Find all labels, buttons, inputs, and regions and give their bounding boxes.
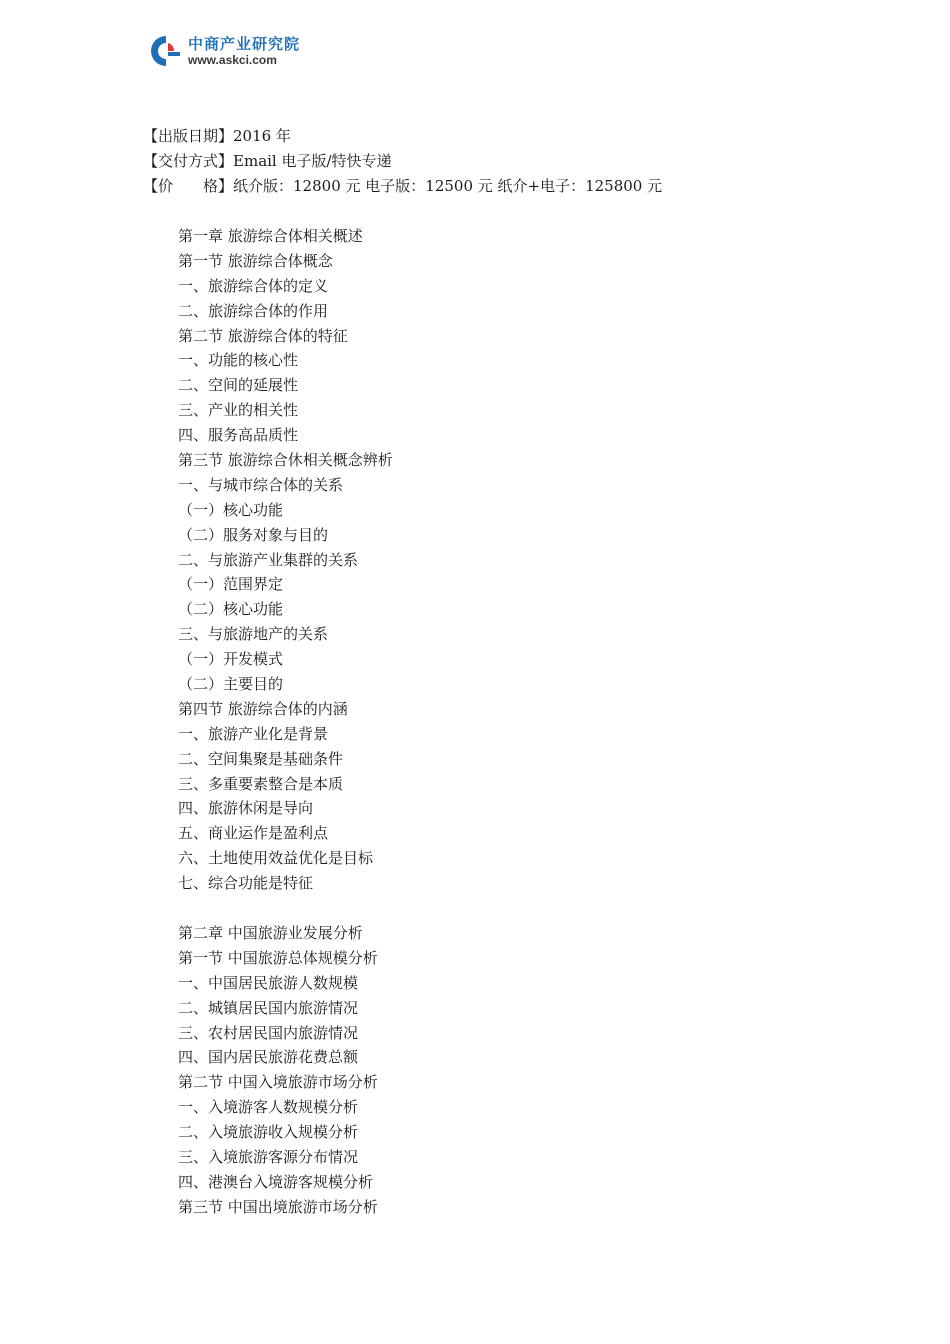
toc-entry: 二、入境旅游收入规模分析	[178, 1123, 359, 1142]
meta-label: 【价 格】	[143, 177, 234, 195]
toc-entry: 三、多重要素整合是本质	[178, 774, 344, 793]
toc-entry: 四、国内居民旅游花费总额	[178, 1048, 359, 1067]
toc-entry: 四、港澳台入境游客规模分析	[178, 1172, 374, 1191]
toc-entry: 三、入境旅游客源分布情况	[178, 1147, 359, 1166]
report-meta	[143, 124, 662, 199]
meta-value: Email 电子版/特快专递	[233, 152, 392, 170]
toc-entry: 一、功能的核心性	[178, 351, 299, 370]
toc-entry: （二）核心功能	[178, 600, 284, 619]
toc-entry: 第一章 旅游综合体相关概述	[178, 227, 363, 245]
toc-entry: 第三节 旅游综合休相关概念辨析	[178, 451, 393, 470]
toc-entry: （一）开发模式	[178, 650, 284, 669]
meta-delivery	[143, 149, 662, 174]
toc-entry: 第三节 中国出境旅游市场分析	[178, 1197, 378, 1216]
toc-entry: 一、旅游综合体的定义	[178, 276, 329, 295]
logo-company-name: 中商产业研究院	[188, 35, 301, 53]
toc-entry: 三、与旅游地产的关系	[178, 625, 329, 644]
table-of-contents	[178, 224, 393, 1220]
meta-price	[143, 174, 662, 199]
toc-entry: 二、与旅游产业集群的关系	[178, 550, 359, 569]
toc-entry: 四、服务高品质性	[178, 426, 299, 445]
toc-entry: 一、入境游客人数规模分析	[178, 1098, 359, 1117]
toc-entry: 二、空间集聚是基础条件	[178, 749, 344, 768]
toc-entry: 三、产业的相关性	[178, 401, 299, 420]
toc-entry: 四、旅游休闲是导向	[178, 799, 314, 818]
toc-entry: 第二章 中国旅游业发展分析	[178, 923, 363, 942]
toc-entry: 二、旅游综合体的作用	[178, 301, 329, 320]
chapter-spacer	[178, 896, 393, 921]
toc-entry: 一、与城市综合体的关系	[178, 475, 344, 494]
logo-website: www.askci.com	[188, 53, 277, 67]
toc-entry: 第二节 中国入境旅游市场分析	[178, 1073, 378, 1092]
toc-entry: 七、综合功能是特征	[178, 874, 314, 893]
toc-entry: 六、土地使用效益优化是目标	[178, 849, 374, 868]
toc-entry: 第一节 中国旅游总体规模分析	[178, 948, 378, 967]
toc-entry: 第一节 旅游综合体概念	[178, 251, 333, 270]
meta-publish-date	[143, 124, 662, 149]
toc-entry: （一）范围界定	[178, 575, 284, 594]
meta-value: 2016 年	[233, 127, 291, 145]
toc-entry: 五、商业运作是盈利点	[178, 824, 329, 843]
company-logo	[148, 33, 300, 69]
meta-value: 纸介版：12800 元 电子版：12500 元 纸介+电子：125800 元	[233, 177, 663, 195]
askci-logo-icon	[148, 33, 184, 69]
toc-entry: （一）核心功能	[178, 500, 284, 519]
toc-entry: 二、空间的延展性	[178, 376, 299, 395]
toc-entry: 第二节 旅游综合体的特征	[178, 326, 348, 345]
toc-entry: 一、旅游产业化是背景	[178, 724, 329, 743]
toc-entry: （二）服务对象与目的	[178, 525, 329, 544]
meta-label: 【出版日期】	[143, 127, 234, 145]
toc-entry: 二、城镇居民国内旅游情况	[178, 998, 359, 1017]
meta-label: 【交付方式】	[143, 152, 234, 170]
toc-entry: 第四节 旅游综合体的内涵	[178, 699, 348, 718]
toc-entry: 一、中国居民旅游人数规模	[178, 973, 359, 992]
toc-entry: 三、农村居民国内旅游情况	[178, 1023, 359, 1042]
toc-entry: （二）主要目的	[178, 675, 284, 694]
